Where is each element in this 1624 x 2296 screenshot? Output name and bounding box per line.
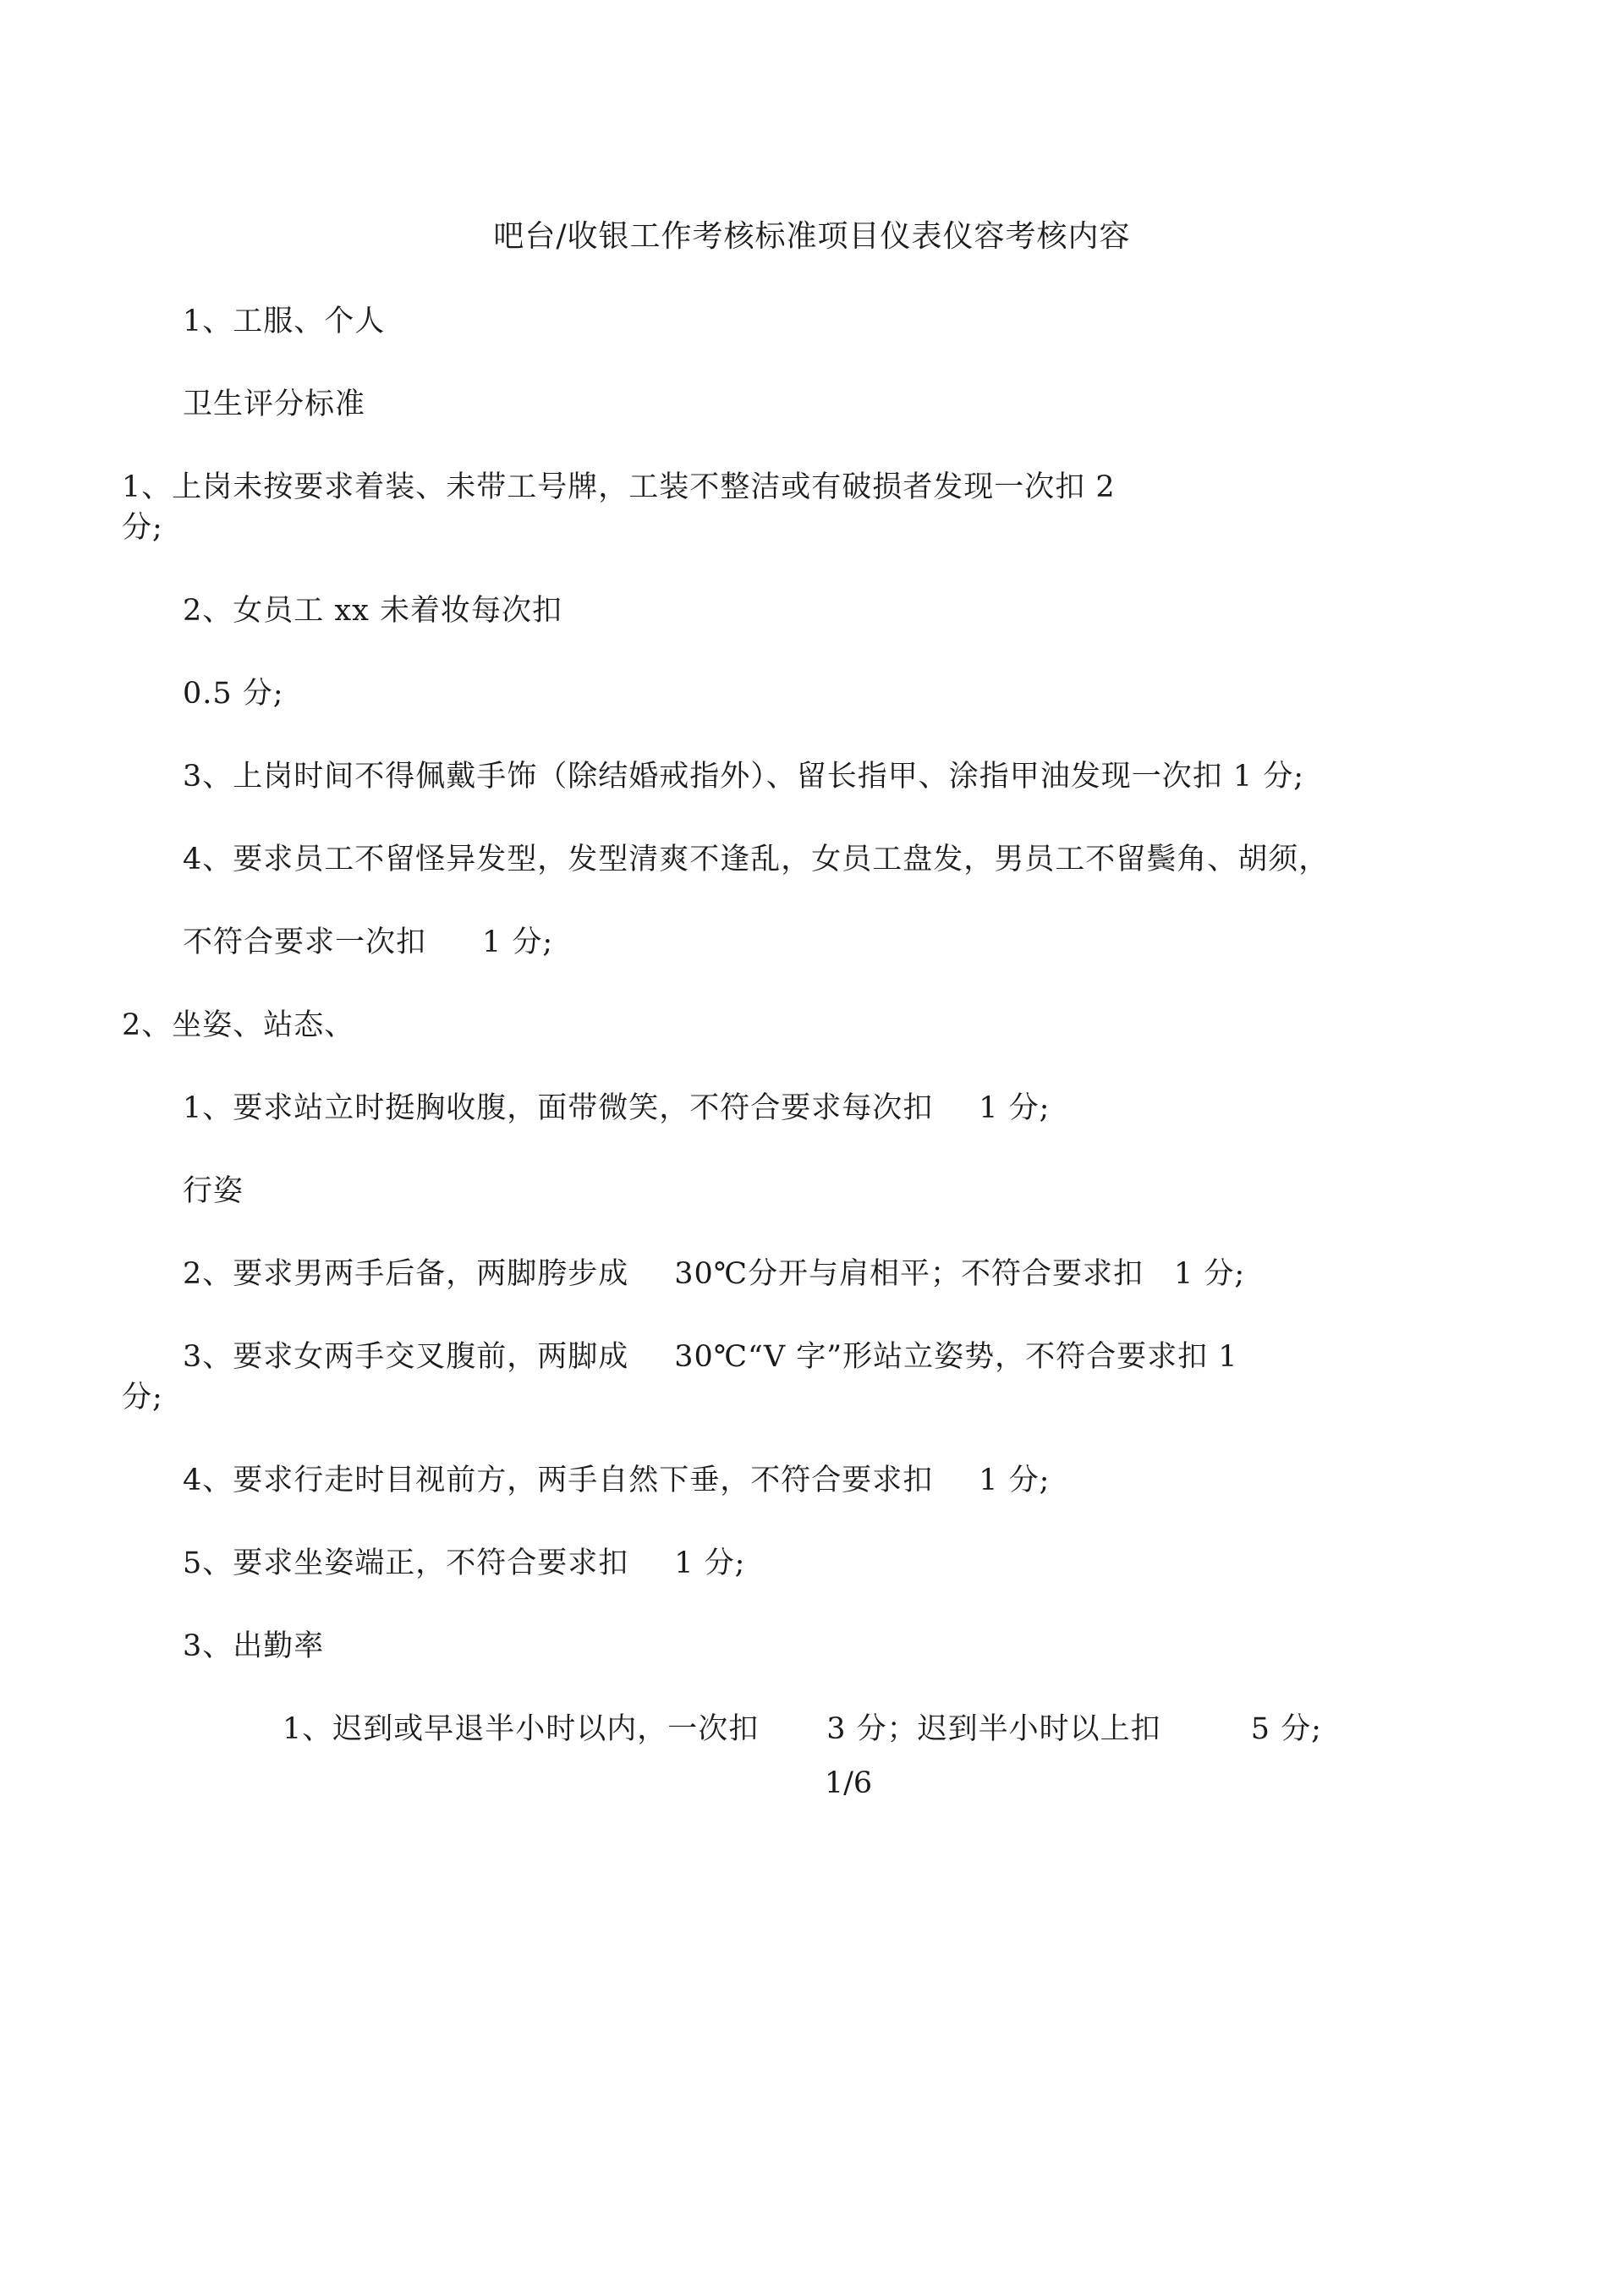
item-2-1-text: 1、要求站立时挺胸收腹，面带微笑，不符合要求每次扣 [183,1091,934,1125]
item-1-2-line-1: 2、女员工 xx 未着妆每次扣 [183,594,562,628]
item-1-2-line-2: 0.5 分; [183,677,284,711]
item-2-4 [183,1462,1050,1499]
item-1-1-line-1: 1、上岗未按要求着装、未带工号牌，工装不整洁或有破损者发现一次扣 2 [122,470,1116,504]
item-2-5 [183,1545,745,1582]
item-3-1-score: 5 分; [1250,1712,1322,1746]
item-3-1-detail: 3 分；迟到半小时以上扣 [826,1712,1161,1746]
item-3-1-text: 1、迟到或早退半小时以内，一次扣 [283,1712,760,1746]
item-2-3-line-2: 分; [122,1381,163,1414]
item-2-3-text: 3、要求女两手交叉腹前，两脚成 [183,1340,629,1374]
item-2-1-score: 1 分; [979,1091,1051,1125]
item-3-1 [283,1711,1322,1748]
item-2-1 [183,1090,1050,1127]
section-2-heading: 2、坐姿、站态、 [122,1008,355,1042]
item-2-5-text: 5、要求坐姿端正，不符合要求扣 [183,1546,629,1580]
item-2-3-detail: 30℃“V 字”形站立姿势，不符合要求扣 1 [674,1340,1238,1374]
document-title: 吧台/收银工作考核标准项目仪表仪容考核内容 [493,219,1131,254]
item-2-2-text: 2、要求男两手后备，两脚胯步成 [183,1257,629,1291]
section-3-heading: 3、出勤率 [183,1629,325,1663]
item-1-4-line-2 [183,924,553,961]
page-number: 1/6 [824,1766,873,1800]
item-2-4-text: 4、要求行走时目视前方，两手自然下垂，不符合要求扣 [183,1464,934,1497]
item-2-2-detail: 30℃分开与肩相平；不符合要求扣 [674,1257,1144,1291]
item-2-2 [183,1255,1245,1293]
item-2-3-line-1 [183,1338,1238,1376]
section-2-subheading: 行姿 [183,1174,244,1208]
item-1-3: 3、上岗时间不得佩戴手饰（除结婚戒指外）、留长指甲、涂指甲油发现一次扣 1 分; [183,760,1305,794]
item-2-5-score: 1 分; [674,1546,746,1580]
item-1-4-text: 不符合要求一次扣 [183,926,427,959]
item-2-4-score: 1 分; [979,1464,1051,1497]
item-1-4-line-1: 4、要求员工不留怪异发型，发型清爽不逢乱，女员工盘发，男员工不留鬓角、胡须， [183,843,1330,876]
section-1-subheading: 卫生评分标准 [183,387,366,421]
item-1-4-score: 1 分; [482,926,554,959]
item-1-1-line-2: 分; [122,511,163,545]
item-2-2-score: 1 分; [1173,1257,1246,1291]
section-1-heading: 1、工服、个人 [183,305,386,338]
